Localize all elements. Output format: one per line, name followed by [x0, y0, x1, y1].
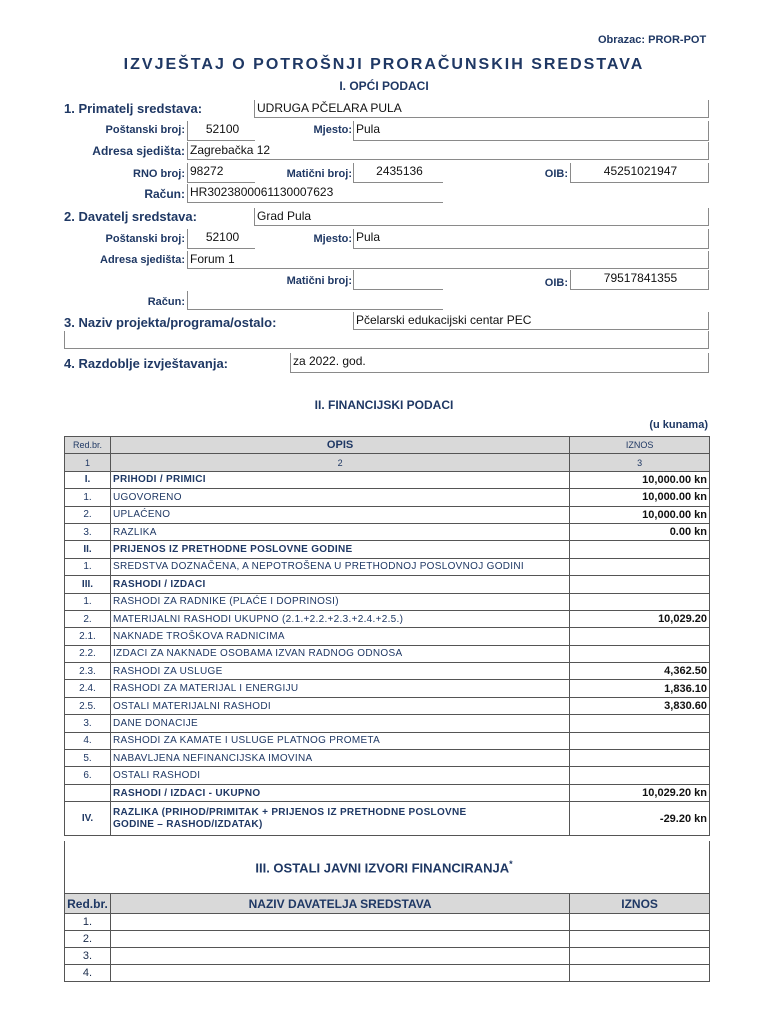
table-row — [65, 784, 710, 801]
col-number-3: 3 — [570, 454, 710, 471]
davatelj-oib-label: OIB: — [544, 277, 568, 289]
row-num: III. — [65, 576, 111, 593]
row-value[interactable]: 3,830.60 — [570, 697, 710, 714]
row-value[interactable] — [570, 558, 710, 575]
table-row — [65, 697, 710, 714]
col-header-opis: OPIS — [110, 437, 569, 454]
row-iv-val[interactable]: -29.20 kn — [570, 802, 710, 836]
col-number-1: 1 — [65, 454, 111, 471]
table-row — [65, 558, 710, 575]
table-row — [65, 767, 710, 784]
row-num: 2.5. — [65, 697, 111, 714]
col-number-2: 2 — [110, 454, 569, 471]
primatelj-mjesto-field[interactable]: Pula — [353, 121, 709, 141]
projekt-label: 3. Naziv projekta/programa/ostalo: — [64, 315, 277, 330]
section1-heading: I. OPĆI PODACI — [339, 79, 429, 93]
section3-heading-text: III. OSTALI JAVNI IZVORI FINANCIRANJA — [255, 860, 510, 876]
row-value[interactable] — [570, 593, 710, 610]
row-naziv-cell[interactable] — [110, 948, 569, 965]
table-row — [65, 965, 710, 982]
row-num: 1. — [65, 593, 111, 610]
primatelj-postanski-field[interactable]: 52100 — [187, 121, 255, 141]
primatelj-field[interactable]: UDRUGA PČELARA PULA — [254, 100, 709, 118]
row-desc: IZDACI ZA NAKNADE OSOBAMA IZVAN RADNOG ODNOSA — [110, 645, 569, 662]
davatelj-mjesto-field[interactable]: Pula — [353, 229, 709, 249]
row-iv-desc-line2: GODINE – RASHOD/IZDATAK) — [112, 818, 263, 830]
other-sources-table — [64, 893, 710, 982]
row-desc: SREDSTVA DOZNAČENA, A NEPOTROŠENA U PRETHODNOJ POSLOVNOJ GODINI — [110, 558, 569, 575]
financial-table — [64, 436, 710, 836]
primatelj-racun-field[interactable]: HR3023800061130007623 — [187, 184, 443, 203]
table-row — [65, 645, 710, 662]
section3-heading-mark: * — [509, 859, 513, 869]
row-desc: RASHODI ZA MATERIJAL I ENERGIJU — [110, 680, 569, 697]
form-code: Obrazac: PROR-POT — [598, 34, 707, 46]
primatelj-maticni-field[interactable]: 2435136 — [353, 163, 443, 183]
row-desc: RASHODI ZA RADNIKE (PLAĆE I DOPRINOSI) — [110, 593, 569, 610]
t3-header-iznos: IZNOS — [570, 894, 710, 914]
row-naziv-cell[interactable] — [110, 965, 569, 982]
davatelj-field[interactable]: Grad Pula — [254, 208, 709, 226]
davatelj-adresa-label: Adresa sjedišta: — [100, 254, 185, 266]
razdoblje-field[interactable]: za 2022. god. — [290, 353, 709, 373]
primatelj-oib-field[interactable]: 45251021947 — [570, 163, 709, 183]
row-num: 1. — [65, 489, 111, 506]
projekt-field[interactable]: Pčelarski edukacijski centar PEC — [353, 312, 709, 330]
table-row — [65, 931, 710, 948]
row-num — [65, 784, 111, 801]
primatelj-rno-field[interactable]: 98272 — [187, 163, 255, 183]
row-value[interactable] — [570, 732, 710, 749]
row-value[interactable]: 1,836.10 — [570, 680, 710, 697]
table-row — [65, 750, 710, 767]
row-iznos-cell[interactable] — [570, 931, 710, 948]
row-desc: OSTALI RASHODI — [110, 767, 569, 784]
davatelj-adresa-field[interactable]: Forum 1 — [187, 251, 709, 269]
table-row — [65, 523, 710, 540]
primatelj-racun-label: Račun: — [144, 187, 185, 201]
table-row — [65, 715, 710, 732]
row-desc: DANE DONACIJE — [110, 715, 569, 732]
row-num: 2.2. — [65, 645, 111, 662]
row-iv-desc-line1: RAZLIKA (PRIHOD/PRIMITAK + PRIJENOS IZ PRETHODNE POSLOVNE — [112, 806, 467, 818]
row-iznos-cell[interactable] — [570, 965, 710, 982]
row-value[interactable]: 10,000.00 kn — [570, 471, 710, 488]
davatelj-postanski-field[interactable]: 52100 — [187, 229, 255, 249]
section2-heading: II. FINANCIJSKI PODACI — [314, 398, 454, 412]
row-num: 3. — [65, 715, 111, 732]
row-iv-desc — [110, 802, 569, 836]
currency-note: (u kunama) — [649, 419, 708, 431]
row-value[interactable]: 10,029.20 kn — [570, 784, 710, 801]
davatelj-mjesto-label: Mjesto: — [313, 233, 352, 245]
davatelj-racun-field[interactable] — [187, 291, 443, 310]
row-iznos-cell[interactable] — [570, 914, 710, 931]
row-value[interactable] — [570, 541, 710, 558]
row-num: I. — [65, 471, 111, 488]
row-value[interactable]: 10,000.00 kn — [570, 489, 710, 506]
table-row — [65, 732, 710, 749]
row-num: 2. — [65, 931, 111, 948]
row-naziv-cell[interactable] — [110, 931, 569, 948]
row-value[interactable]: 0.00 kn — [570, 523, 710, 540]
row-num: II. — [65, 541, 111, 558]
row-iznos-cell[interactable] — [570, 948, 710, 965]
table-row — [65, 914, 710, 931]
table-row — [65, 610, 710, 627]
row-iv-num: IV. — [65, 802, 111, 836]
t3-header-naziv: NAZIV DAVATELJA SREDSTAVA — [110, 894, 569, 914]
row-desc: RASHODI / IZDACI — [110, 576, 569, 593]
table-row — [65, 506, 710, 523]
t3-header-redbr: Red.br. — [65, 894, 111, 914]
primatelj-maticni-label: Matični broj: — [286, 168, 352, 180]
primatelj-postanski-label: Poštanski broj: — [105, 124, 185, 136]
col-header-iznos: IZNOS — [570, 437, 710, 454]
table-row — [65, 541, 710, 558]
table-row — [65, 471, 710, 488]
row-value[interactable] — [570, 767, 710, 784]
row-value[interactable] — [570, 628, 710, 645]
row-desc: UGOVORENO — [110, 489, 569, 506]
section3-heading — [0, 859, 768, 875]
row-num: 2.3. — [65, 663, 111, 680]
row-desc: RASHODI ZA KAMATE I USLUGE PLATNOG PROMETA — [110, 732, 569, 749]
row-value[interactable]: 10,029.20 — [570, 610, 710, 627]
row-desc: RASHODI ZA USLUGE — [110, 663, 569, 680]
davatelj-maticni-field[interactable] — [353, 270, 443, 290]
row-naziv-cell[interactable] — [110, 914, 569, 931]
primatelj-adresa-label: Adresa sjedišta: — [92, 144, 185, 158]
row-num: 2.1. — [65, 628, 111, 645]
row-num: 6. — [65, 767, 111, 784]
row-value[interactable] — [570, 645, 710, 662]
row-desc: PRIJENOS IZ PRETHODNE POSLOVNE GODINE — [110, 541, 569, 558]
row-num: 3. — [65, 948, 111, 965]
row-value[interactable] — [570, 576, 710, 593]
row-num: 4. — [65, 732, 111, 749]
row-num: 1. — [65, 914, 111, 931]
davatelj-oib-field[interactable]: 79517841355 — [570, 270, 709, 290]
row-desc: RASHODI / IZDACI - UKUPNO — [110, 784, 569, 801]
table-row — [65, 489, 710, 506]
row-num: 2. — [65, 610, 111, 627]
row-desc: UPLAĆENO — [110, 506, 569, 523]
table-row — [65, 948, 710, 965]
row-desc: RAZLIKA — [110, 523, 569, 540]
primatelj-adresa-field[interactable]: Zagrebačka 12 — [187, 142, 709, 160]
row-num: 5. — [65, 750, 111, 767]
row-desc: NABAVLJENA NEFINANCIJSKA IMOVINA — [110, 750, 569, 767]
page-title: IZVJEŠTAJ O POTROŠNJI PRORAČUNSKIH SREDSTAVA — [123, 56, 645, 73]
row-value[interactable] — [570, 750, 710, 767]
row-num: 3. — [65, 523, 111, 540]
row-desc: NAKNADE TROŠKOVA RADNICIMA — [110, 628, 569, 645]
primatelj-mjesto-label: Mjesto: — [313, 124, 352, 136]
row-num: 1. — [65, 558, 111, 575]
davatelj-label: 2. Davatelj sredstava: — [64, 209, 197, 224]
table-row — [65, 593, 710, 610]
row-desc: PRIHODI / PRIMICI — [110, 471, 569, 488]
razdoblje-label: 4. Razdoblje izvještavanja: — [64, 356, 229, 371]
table-row — [65, 680, 710, 697]
row-value[interactable]: 10,000.00 kn — [570, 506, 710, 523]
col-header-redbr: Red.br. — [65, 437, 111, 454]
table-row — [65, 576, 710, 593]
projekt-field-extra[interactable] — [64, 331, 709, 349]
table-row — [65, 628, 710, 645]
row-num: 2.4. — [65, 680, 111, 697]
primatelj-oib-label: OIB: — [544, 168, 568, 180]
davatelj-maticni-label: Matični broj: — [286, 275, 352, 287]
davatelj-racun-label: Račun: — [147, 296, 185, 308]
row-num: 2. — [65, 506, 111, 523]
primatelj-label: 1. Primatelj sredstava: — [64, 101, 203, 116]
row-desc: OSTALI MATERIJALNI RASHODI — [110, 697, 569, 714]
row-value[interactable] — [570, 715, 710, 732]
primatelj-rno-label: RNO broj: — [133, 168, 185, 180]
row-num: 4. — [65, 965, 111, 982]
row-value[interactable]: 4,362.50 — [570, 663, 710, 680]
table-row — [65, 663, 710, 680]
row-desc: MATERIJALNI RASHODI UKUPNO (2.1.+2.2.+2.3.+2.4.+2.5.) — [110, 610, 569, 627]
davatelj-postanski-label: Poštanski broj: — [105, 233, 185, 245]
